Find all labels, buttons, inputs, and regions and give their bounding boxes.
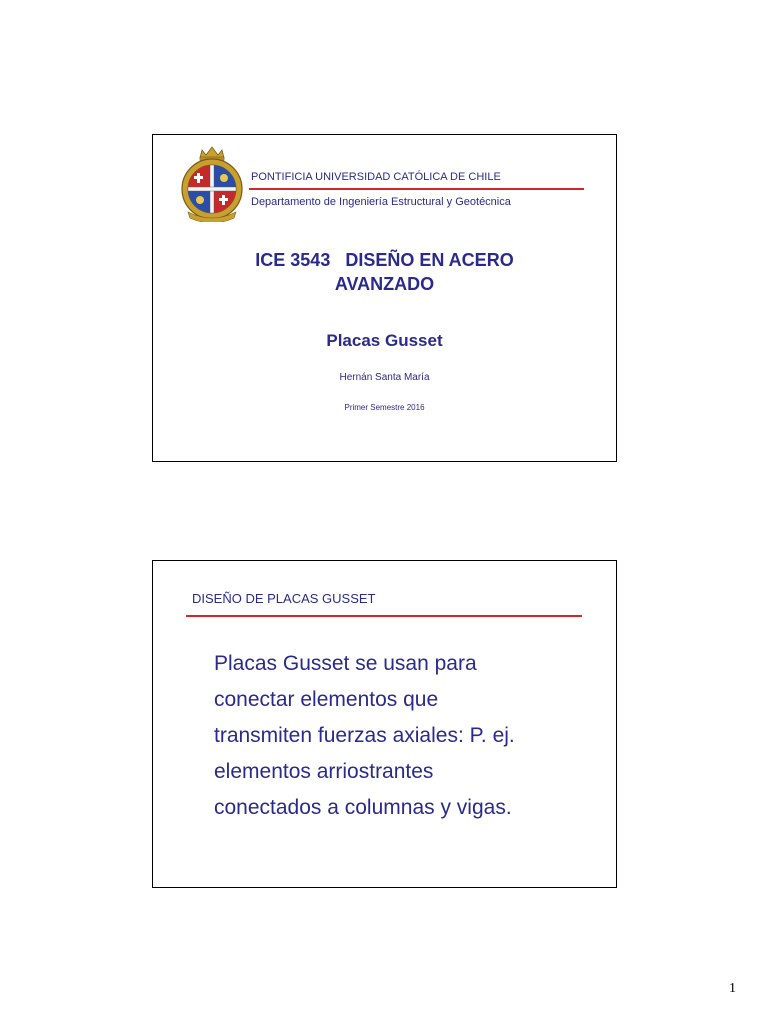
body-line: Placas Gusset se usan para	[214, 652, 477, 675]
body-line: conectar elementos que	[214, 688, 439, 711]
course-title	[153, 248, 616, 296]
title-slide	[152, 134, 617, 462]
body-line: conectados a columnas y vigas.	[214, 796, 512, 819]
section-divider	[186, 615, 582, 617]
department-name: Departamento de Ingeniería Estructural y Geotécnica	[251, 196, 511, 208]
page-number: 1	[729, 981, 736, 996]
course-title-line-2: AVANZADO	[334, 274, 435, 294]
body-line: transmiten fuerzas axiales: P. ej.	[214, 724, 515, 747]
content-slide	[152, 560, 617, 888]
author-name: Hernán Santa María	[339, 372, 430, 383]
topic-title: Placas Gusset	[326, 331, 443, 350]
body-text	[214, 646, 594, 826]
university-seal-icon	[178, 144, 246, 222]
course-title-line-1: ICE 3543 DISEÑO EN ACERO	[255, 250, 514, 270]
section-title: DISEÑO DE PLACAS GUSSET	[192, 591, 376, 606]
header-divider	[249, 188, 584, 190]
body-line: elementos arriostrantes	[214, 760, 434, 783]
university-name: PONTIFICIA UNIVERSIDAD CATÓLICA DE CHILE	[251, 171, 501, 183]
semester-label: Primer Semestre 2016	[344, 403, 425, 412]
